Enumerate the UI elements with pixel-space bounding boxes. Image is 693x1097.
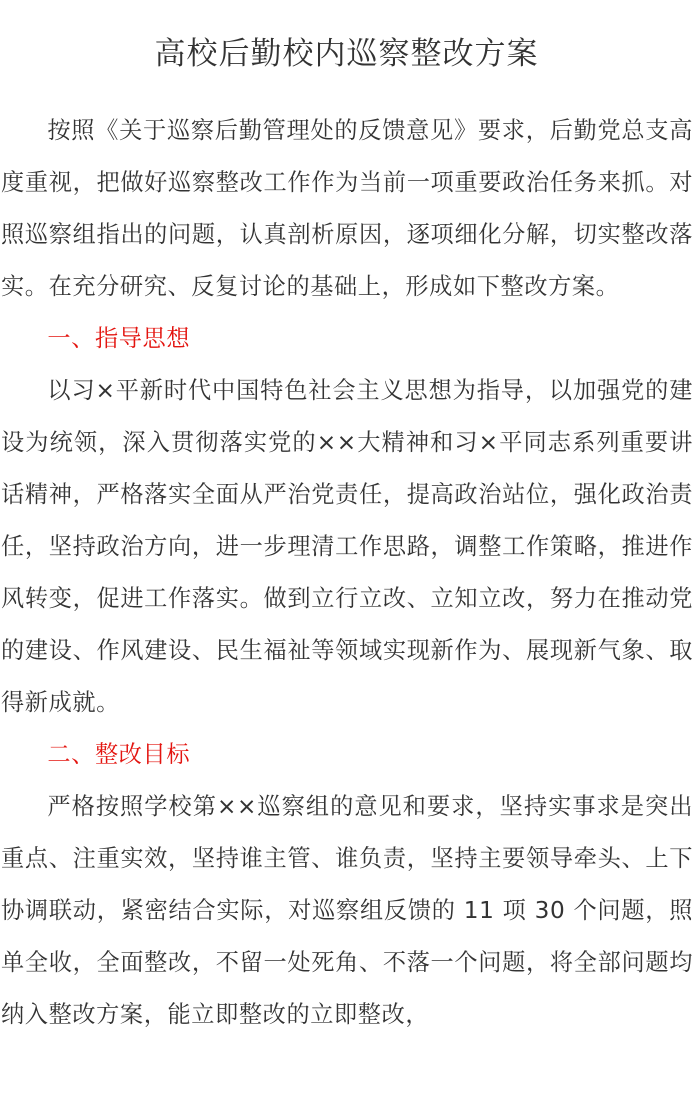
intro-paragraph: 按照《关于巡察后勤管理处的反馈意见》要求，后勤党总支高度重视，把做好巡察整改工作作为当前一项重要政治任务来抓。对照巡察组指出的问题，认真剖析原因，逐项细化分解，切实整改落实。在充分研究、反复讨论的基础上，形成如下整改方案。 <box>1 117 693 300</box>
rectification-goals-paragraph: 严格按照学校第××巡察组的意见和要求，坚持实事求是突出重点、注重实效，坚持谁主管、谁负责，坚持主要领导牵头、上下协调联动，紧密结合实际，对巡察组反馈的 11 项 30 个问题，照单全收，全面整改，不留一处死角、不落一个问题，将全部问题均纳入整改方案，能立即整改的立即整改， <box>1 793 693 1028</box>
section-heading-guiding-ideology: 一、指导思想 <box>47 325 191 352</box>
section-heading-rectification-goals: 二、整改目标 <box>47 741 191 768</box>
document-body <box>1 105 693 1041</box>
document-title: 高校后勤校内巡察整改方案 <box>154 36 539 72</box>
guiding-ideology-paragraph: 以习×平新时代中国特色社会主义思想为指导，以加强党的建设为统领，深入贯彻落实党的××大精神和习×平同志系列重要讲话精神，严格落实全面从严治党责任，提高政治站位，强化政治责任，坚持政治方向，进一步理清工作思路，调整工作策略，推进作风转变，促进工作落实。做到立行立改、立知立改，努力在推动党的建设、作风建设、民生福祉等领域实现新作为、展现新气象、取得新成就。 <box>1 377 693 716</box>
